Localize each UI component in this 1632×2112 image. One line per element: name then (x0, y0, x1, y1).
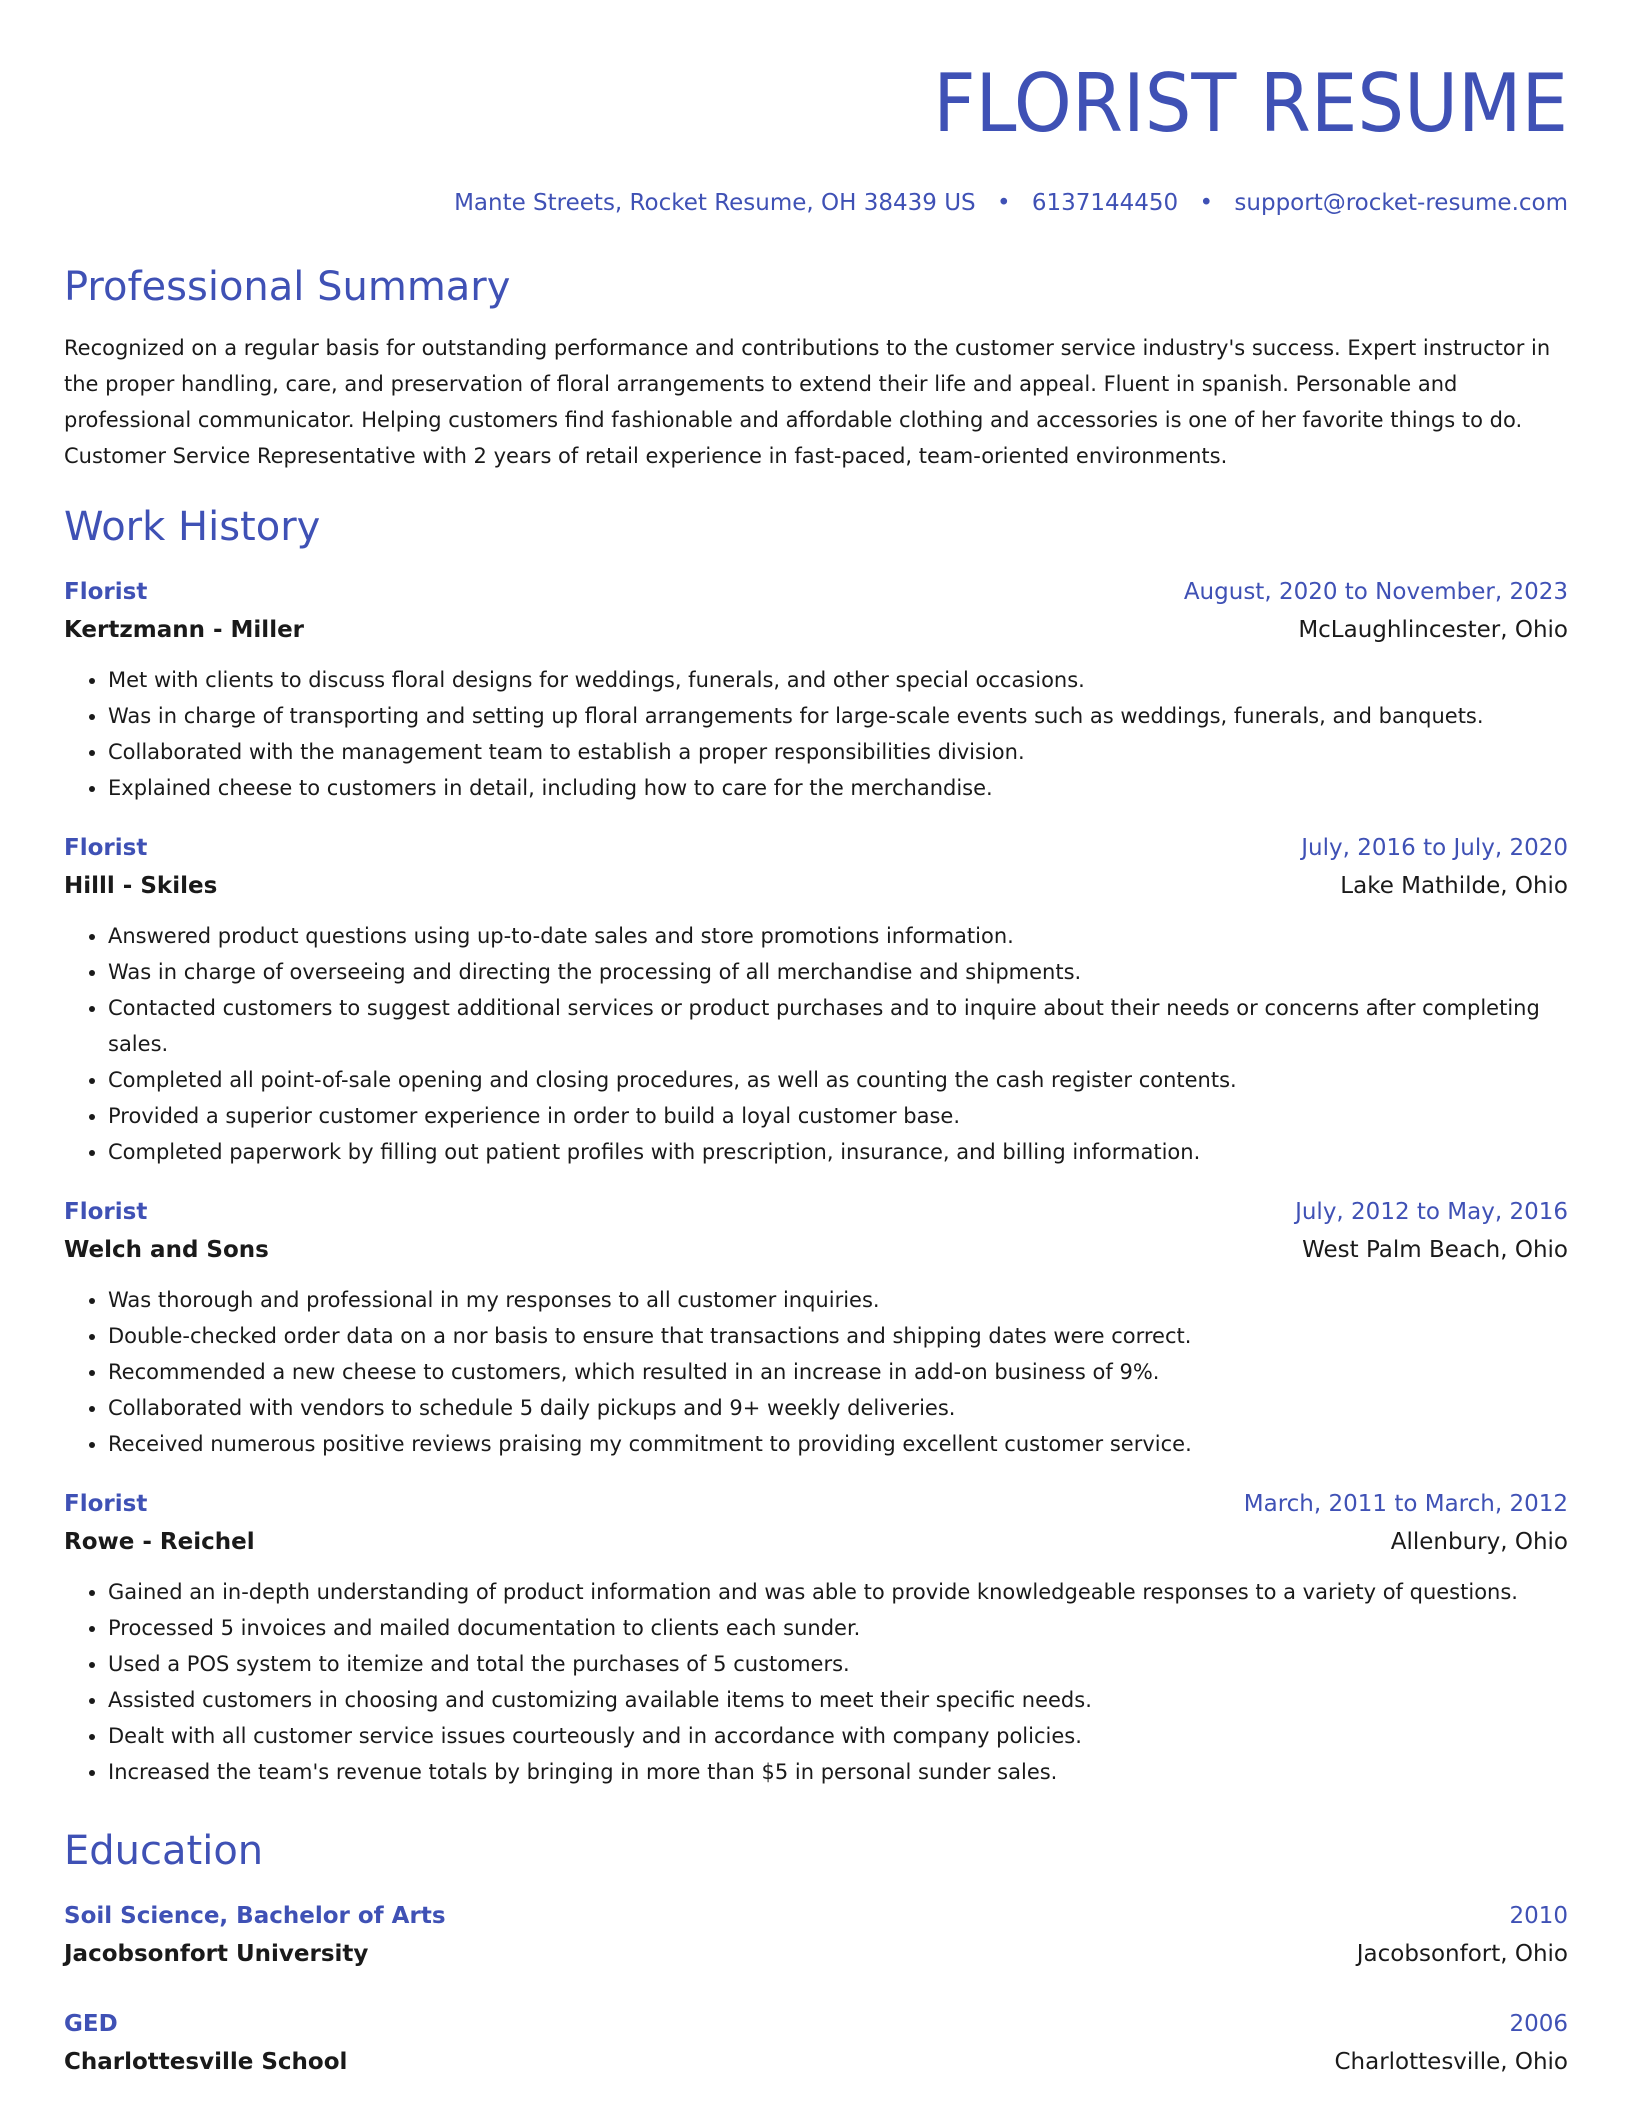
job-bullets (64, 1574, 1568, 1790)
job-role: Florist (64, 1199, 148, 1225)
job-bullet: • Completed paperwork by filling out patient profiles with prescription, insurance, and billing information. (108, 1134, 1568, 1170)
work-history-heading: Work History (64, 504, 321, 550)
job-bullet: • Assisted customers in choosing and customizing available items to meet their specific needs. (108, 1682, 1568, 1718)
job-title-row (64, 1194, 1568, 1230)
contact-line (64, 188, 1568, 218)
contact-address: Mante Streets, Rocket Resume, OH 38439 US (454, 190, 976, 216)
resume-title: FLORIST RESUME (933, 57, 1568, 150)
job-bullet: • Contacted customers to suggest additional services or product purchases and to inquire about their needs or concerns after completing sales. (108, 990, 1568, 1062)
job-company: Rowe - Reichel (64, 1529, 255, 1555)
job-bullets (64, 662, 1568, 806)
education-school-row (64, 1934, 1568, 1974)
job-bullet: • Was thorough and professional in my responses to all customer inquiries. (108, 1282, 1568, 1318)
job-company-row (64, 610, 1568, 650)
job-role: Florist (64, 579, 148, 605)
education-school: Charlottesville School (64, 2049, 348, 2075)
job-dates: July, 2016 to July, 2020 (1301, 835, 1568, 861)
job-dates: March, 2011 to March, 2012 (1243, 1491, 1568, 1517)
education-degree: Soil Science, Bachelor of Arts (64, 1903, 446, 1929)
job-role: Florist (64, 1491, 148, 1517)
job-bullet: • Completed all point-of-sale opening and closing procedures, as well as counting the cash register contents. (108, 1062, 1568, 1098)
job-bullet: • Received numerous positive reviews praising my commitment to providing excellent customer service. (108, 1426, 1568, 1462)
job-company: Kertzmann - Miller (64, 617, 305, 643)
job-bullet: • Recommended a new cheese to customers, which resulted in an increase in add-on business of 9%. (108, 1354, 1568, 1390)
summary-text: Recognized on a regular basis for outstanding performance and contributions to the customer service industry's success. Expert instructor in the proper handling, care, and preservation of floral arrangements to extend their life and appeal. Fluent in spanish. Personable and professional communicator. Helping customers find fashionable and affordable clothing and accessories is one of her favorite things to do. Customer Service Representative with 2 years of retail experience in fast-paced, team-oriented environments. (64, 336, 1551, 468)
job-title-row (64, 1486, 1568, 1522)
job-location: McLaughlincester, Ohio (1298, 617, 1568, 643)
contact-separator: • (1199, 190, 1214, 216)
job-bullet: • Was in charge of transporting and setting up floral arrangements for large-scale events such as weddings, funerals, and banquets. (108, 698, 1568, 734)
education-school-row (64, 2042, 1568, 2082)
job-bullet: • Collaborated with vendors to schedule 5 daily pickups and 9+ weekly deliveries. (108, 1390, 1568, 1426)
resume-header (64, 56, 1568, 218)
summary-heading: Professional Summary (64, 264, 511, 310)
job-bullet: • Provided a superior customer experience in order to build a loyal customer base. (108, 1098, 1568, 1134)
job-entry (64, 574, 1568, 806)
job-company-row (64, 1230, 1568, 1270)
education-year: 2010 (1509, 1903, 1568, 1929)
job-bullet: • Was in charge of overseeing and directing the processing of all merchandise and shipments. (108, 954, 1568, 990)
job-location: Lake Mathilde, Ohio (1340, 873, 1568, 899)
education-degree-row (64, 1898, 1568, 1934)
education-degree: GED (64, 2011, 118, 2037)
job-title-row (64, 830, 1568, 866)
contact-phone: 6137144450 (1031, 190, 1179, 216)
job-entry (64, 1194, 1568, 1462)
education-school: Jacobsonfort University (64, 1941, 369, 1967)
job-location: West Palm Beach, Ohio (1302, 1237, 1568, 1263)
job-bullet: • Collaborated with the management team to establish a proper responsibilities division. (108, 734, 1568, 770)
education-location: Jacobsonfort, Ohio (1356, 1941, 1568, 1967)
job-bullets (64, 918, 1568, 1170)
education-degree-row (64, 2006, 1568, 2042)
education-entry (64, 1898, 1568, 1974)
job-bullet: • Used a POS system to itemize and total the purchases of 5 customers. (108, 1646, 1568, 1682)
education-entry (64, 2006, 1568, 2082)
job-bullets (64, 1282, 1568, 1462)
job-company-row (64, 866, 1568, 906)
job-bullet: • Processed 5 invoices and mailed documentation to clients each sunder. (108, 1610, 1568, 1646)
job-title-row (64, 574, 1568, 610)
job-company: Hilll - Skiles (64, 873, 218, 899)
job-entry (64, 830, 1568, 1170)
job-bullet: • Increased the team's revenue totals by bringing in more than $5 in personal sunder sales. (108, 1754, 1568, 1790)
job-company-row (64, 1522, 1568, 1562)
job-bullet: • Answered product questions using up-to-date sales and store promotions information. (108, 918, 1568, 954)
job-company: Welch and Sons (64, 1237, 269, 1263)
job-dates: August, 2020 to November, 2023 (1183, 579, 1568, 605)
job-location: Allenbury, Ohio (1390, 1529, 1568, 1555)
job-bullet: • Dealt with all customer service issues courteously and in accordance with company policies. (108, 1718, 1568, 1754)
contact-email: support@rocket-resume.com (1234, 190, 1568, 216)
education-heading: Education (64, 1828, 264, 1874)
job-bullet: • Double-checked order data on a nor basis to ensure that transactions and shipping dates were correct. (108, 1318, 1568, 1354)
job-dates: July, 2012 to May, 2016 (1295, 1199, 1568, 1225)
job-role: Florist (64, 835, 148, 861)
job-entry (64, 1486, 1568, 1790)
job-bullet: • Met with clients to discuss floral designs for weddings, funerals, and other special occasions. (108, 662, 1568, 698)
job-bullet: • Gained an in-depth understanding of product information and was able to provide knowledgeable responses to a variety of questions. (108, 1574, 1568, 1610)
education-location: Charlottesville, Ohio (1334, 2049, 1568, 2075)
job-bullet: • Explained cheese to customers in detail, including how to care for the merchandise. (108, 770, 1568, 806)
education-year: 2006 (1509, 2011, 1568, 2037)
contact-separator: • (996, 190, 1011, 216)
